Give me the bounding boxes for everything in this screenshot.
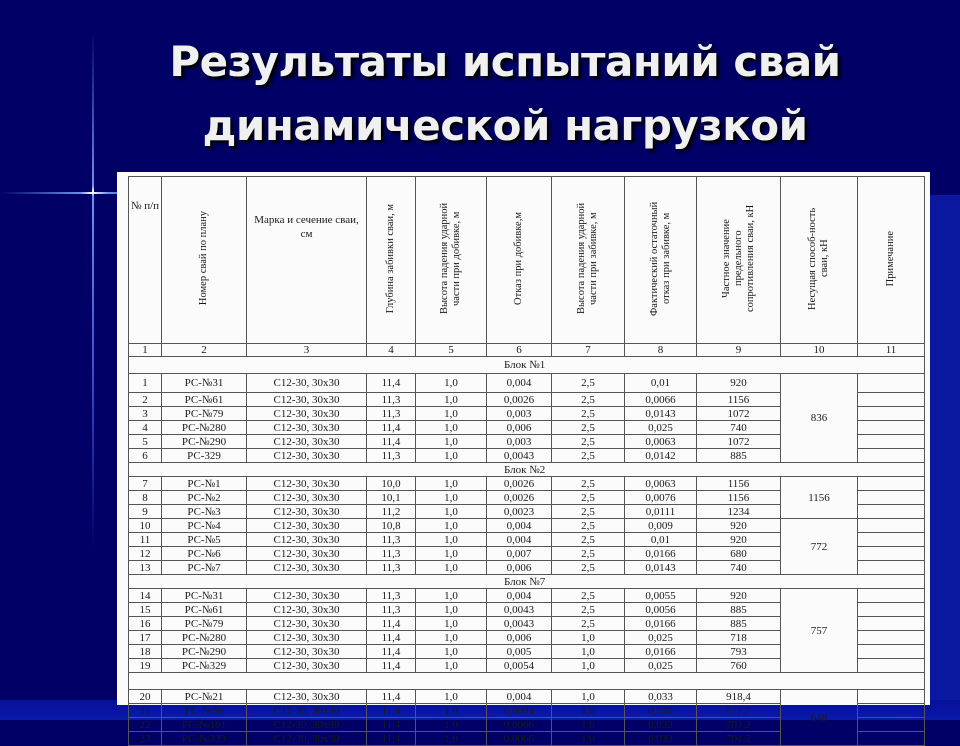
table-cell: РС-№5	[162, 533, 247, 547]
block-label-row	[129, 673, 925, 690]
table-cell: 885	[697, 617, 781, 631]
note-cell	[858, 547, 925, 561]
table-cell: РС-№21	[162, 690, 247, 704]
table-cell: С12-30, 30х30	[247, 589, 367, 603]
table-cell: 11,3	[367, 589, 416, 603]
table-cell: 1,0	[416, 519, 487, 533]
table-cell: 2,5	[552, 374, 625, 393]
table-cell: 0,004	[487, 690, 552, 704]
capacity-cell: 648	[781, 690, 858, 746]
header-cell: Частное значение предельного сопротивления сваи, кН	[697, 177, 781, 344]
table-cell: 9	[129, 505, 162, 519]
table-cell: 0,033	[625, 690, 697, 704]
table-cell: 1234	[697, 505, 781, 519]
table-cell: С12-30, 30х30	[247, 645, 367, 659]
table-cell: 11,2	[367, 505, 416, 519]
capacity-cell: 757	[781, 589, 858, 673]
table-cell: 0,006	[487, 631, 552, 645]
table-cell: С12-30, 30х30	[247, 631, 367, 645]
table-row	[129, 690, 925, 704]
table-cell: 11,4	[367, 374, 416, 393]
table-cell: 7	[129, 477, 162, 491]
table-cell: 0,025	[625, 659, 697, 673]
table-cell: 0,0043	[487, 617, 552, 631]
capacity-cell: 1156	[781, 477, 858, 519]
note-cell	[858, 435, 925, 449]
block-label-row	[129, 357, 925, 374]
table-cell: 760	[697, 659, 781, 673]
table-cell: 18	[129, 645, 162, 659]
table-row	[129, 374, 925, 393]
table-body	[129, 357, 925, 746]
table-cell: РС-№280	[162, 421, 247, 435]
table-cell: 2,5	[552, 561, 625, 575]
table-cell: РС-№2	[162, 491, 247, 505]
decorative-band-right	[930, 195, 960, 720]
table-cell: С12-30, 30х30	[247, 732, 367, 746]
table-cell: РС-№7	[162, 561, 247, 575]
table-cell: 1,0	[416, 631, 487, 645]
table-cell: РС-№31	[162, 589, 247, 603]
table-cell: 701,2	[697, 732, 781, 746]
note-cell	[858, 704, 925, 718]
table-cell: 0,0094	[487, 704, 552, 718]
table-cell: 10,0	[367, 477, 416, 491]
table-cell: 1,0	[416, 718, 487, 732]
column-number-row: 1 2 3 4 5 6 7 8 9 10 11	[129, 344, 925, 357]
table-cell: 0,0063	[625, 477, 697, 491]
header-cell: № п/п	[129, 177, 162, 344]
header-cell: Отказ при добивке,м	[487, 177, 552, 344]
table-cell: 10	[129, 519, 162, 533]
table-cell: 17	[129, 631, 162, 645]
table-cell: 11,4	[367, 732, 416, 746]
table-cell: 15	[129, 603, 162, 617]
table-cell: РС-№329	[162, 659, 247, 673]
table-cell: 577,7	[697, 704, 781, 718]
table-cell: 5	[129, 435, 162, 449]
table-cell: 1156	[697, 477, 781, 491]
note-cell	[858, 645, 925, 659]
table-cell: 0,0056	[625, 603, 697, 617]
table-cell: РС-№1	[162, 477, 247, 491]
table-cell: 1,0	[416, 547, 487, 561]
table-cell: 11,3	[367, 547, 416, 561]
table-cell: 0,004	[487, 519, 552, 533]
header-cell: Марка и сечение сваи, см	[247, 177, 367, 344]
table-cell: 0,005	[487, 645, 552, 659]
table-cell: 2,5	[552, 603, 625, 617]
table-cell: 920	[697, 533, 781, 547]
table-cell: 0,0166	[625, 617, 697, 631]
table-cell: 1,0	[416, 645, 487, 659]
table-cell: 0,004	[487, 589, 552, 603]
table-cell: РС-№333	[162, 732, 247, 746]
table-cell: 0,01	[625, 374, 697, 393]
table-cell: 0,0143	[625, 407, 697, 421]
note-cell	[858, 690, 925, 704]
table-cell: 0,0111	[625, 505, 697, 519]
table-cell: 22	[129, 718, 162, 732]
table-cell: 0,033	[625, 732, 697, 746]
table-cell: 10,8	[367, 519, 416, 533]
table-cell: С12-30, 30х30	[247, 718, 367, 732]
table-cell: РС-№290	[162, 645, 247, 659]
table-cell: 1,0	[416, 659, 487, 673]
table-cell: 2,5	[552, 589, 625, 603]
note-cell	[858, 477, 925, 491]
block-label	[129, 673, 925, 690]
table-cell: 0,0043	[487, 449, 552, 463]
table-cell: 680	[697, 547, 781, 561]
table-cell: 0,0143	[625, 561, 697, 575]
table-cell: 1,0	[416, 690, 487, 704]
table-cell: С12-30, 30х30	[247, 547, 367, 561]
table-cell: С12-30, 30х30	[247, 407, 367, 421]
table-cell: С12-30, 30х30	[247, 690, 367, 704]
table-cell: 4	[129, 421, 162, 435]
table-cell: 885	[697, 603, 781, 617]
table-cell: РС-№61	[162, 603, 247, 617]
table-cell: 1,0	[416, 589, 487, 603]
table-cell: 1,0	[416, 617, 487, 631]
table-cell: 2,5	[552, 407, 625, 421]
table-cell: 885	[697, 449, 781, 463]
note-cell	[858, 393, 925, 407]
table-cell: 918,4	[697, 690, 781, 704]
table-cell: 920	[697, 374, 781, 393]
table-cell: 1,0	[552, 631, 625, 645]
table-cell: 11,3	[367, 393, 416, 407]
slide-title-line-1: Результаты испытаний свай	[169, 37, 841, 86]
table-cell: 0,006	[487, 421, 552, 435]
table-cell: РС-№79	[162, 407, 247, 421]
table-cell: 14	[129, 589, 162, 603]
table-cell: 920	[697, 589, 781, 603]
table-cell: 11,4	[367, 617, 416, 631]
table-cell: РС-№31	[162, 374, 247, 393]
table-cell: С12-30, 30х30	[247, 617, 367, 631]
table-cell: 2,5	[552, 449, 625, 463]
note-cell	[858, 603, 925, 617]
table-cell: 11,3	[367, 603, 416, 617]
header-cell: Высота падения ударной части при забивке, м	[552, 177, 625, 344]
table-cell: С12-30, 30х30	[247, 421, 367, 435]
table-cell: 2,5	[552, 421, 625, 435]
header-cell: Высота падения ударной части при добивке, м	[416, 177, 487, 344]
table-cell: 0,01	[625, 533, 697, 547]
table-cell: 2,5	[552, 519, 625, 533]
table-row	[129, 519, 925, 533]
scanned-table-sheet	[117, 172, 930, 745]
table-cell: 11	[129, 533, 162, 547]
table-cell: 11,3	[367, 449, 416, 463]
table-cell: 1,0	[552, 659, 625, 673]
table-cell: РС-№79	[162, 617, 247, 631]
table-cell: 1156	[697, 393, 781, 407]
note-cell	[858, 561, 925, 575]
block-label-row	[129, 575, 925, 589]
note-cell	[858, 631, 925, 645]
note-cell	[858, 421, 925, 435]
table-cell: 1,0	[416, 449, 487, 463]
note-cell	[858, 491, 925, 505]
table-cell: 0,0166	[625, 645, 697, 659]
table-cell: 1072	[697, 435, 781, 449]
table-cell: 1,0	[552, 690, 625, 704]
header-cell: Номер свай по плану	[162, 177, 247, 344]
note-cell	[858, 732, 925, 746]
table-cell: 0,009	[625, 519, 697, 533]
table-cell: 2,5	[552, 547, 625, 561]
table-cell: С12-30, 30х30	[247, 477, 367, 491]
table-cell: 0,0142	[625, 449, 697, 463]
table-cell: 0,0026	[487, 393, 552, 407]
table-cell: 1156	[697, 491, 781, 505]
table-cell: 0,0026	[487, 491, 552, 505]
table-cell: С12-30, 30х30	[247, 374, 367, 393]
table-cell: 0,033	[625, 718, 697, 732]
table-cell: 1,0	[416, 374, 487, 393]
table-cell: 11,3	[367, 561, 416, 575]
table-cell: С12-30, 30х30	[247, 393, 367, 407]
table-cell: 701,2	[697, 718, 781, 732]
table-cell: 1	[129, 374, 162, 393]
table-cell: 0,003	[487, 435, 552, 449]
table-cell: 10,1	[367, 491, 416, 505]
table-cell: 19	[129, 659, 162, 673]
table-cell: РС-№4	[162, 519, 247, 533]
table-cell: 21	[129, 704, 162, 718]
table-cell: 11,4	[367, 421, 416, 435]
note-cell	[858, 533, 925, 547]
table-cell: 0,007	[487, 547, 552, 561]
table-cell: 2,5	[552, 617, 625, 631]
header-cell: Несущая способ-ность сваи, кН	[781, 177, 858, 344]
table-cell: РС-№280	[162, 631, 247, 645]
pile-test-results-table	[128, 176, 925, 746]
table-cell: С12-30, 30х30	[247, 435, 367, 449]
table-cell: С12-30, 30х30	[247, 533, 367, 547]
table-cell: 1,0	[416, 505, 487, 519]
table-cell: 0,0043	[487, 603, 552, 617]
table-cell: 11,4	[367, 645, 416, 659]
table-cell: 1,0	[416, 533, 487, 547]
header-cell: Глубина забивки сваи, м	[367, 177, 416, 344]
header-row	[129, 177, 925, 344]
table-cell: 1,0	[552, 704, 625, 718]
note-cell	[858, 589, 925, 603]
table-row	[129, 589, 925, 603]
table-cell: 2,5	[552, 393, 625, 407]
table-cell: 11,4	[367, 631, 416, 645]
block-label: Блок №7	[129, 575, 925, 589]
table-cell: 1,0	[552, 732, 625, 746]
table-cell: 11,4	[367, 435, 416, 449]
table-cell: 0,004	[487, 533, 552, 547]
note-cell	[858, 519, 925, 533]
table-cell: 0,0076	[625, 491, 697, 505]
table-cell: С12-30, 30х30	[247, 505, 367, 519]
slide-title-line-2: динамической нагрузкой	[202, 101, 808, 150]
table-cell: 2,5	[552, 533, 625, 547]
table-cell: 1,0	[416, 435, 487, 449]
table-cell: РС-№101	[162, 718, 247, 732]
table-cell: С12-30, 30х30	[247, 704, 367, 718]
header-cell: Примечание	[858, 177, 925, 344]
table-cell: 11,3	[367, 533, 416, 547]
table-cell: РС-329	[162, 449, 247, 463]
table-cell: 740	[697, 421, 781, 435]
table-cell: С12-30, 30х30	[247, 519, 367, 533]
table-cell: 1,0	[416, 421, 487, 435]
table-cell: 1,0	[416, 561, 487, 575]
table-cell: РС-№290	[162, 435, 247, 449]
table-cell: 1,0	[416, 407, 487, 421]
table-cell: 0,0063	[625, 435, 697, 449]
table-cell: 11,4	[367, 690, 416, 704]
table-cell: РС-№59	[162, 704, 247, 718]
table-cell: 1072	[697, 407, 781, 421]
table-cell: 0,025	[625, 631, 697, 645]
table-cell: 0,0026	[487, 477, 552, 491]
table-cell: 0,0066	[625, 393, 697, 407]
table-cell: С12-30, 30х30	[247, 449, 367, 463]
table-cell: 0,0066	[487, 732, 552, 746]
table-cell: 740	[697, 561, 781, 575]
table-cell: 1,0	[416, 603, 487, 617]
table-cell: 0,003	[487, 407, 552, 421]
table-cell: 11,3	[367, 407, 416, 421]
table-cell: 20	[129, 690, 162, 704]
table-cell: 0,025	[625, 421, 697, 435]
capacity-cell: 836	[781, 374, 858, 463]
slide-title	[0, 30, 960, 158]
note-cell	[858, 449, 925, 463]
header-cell: Фактический остаточный отказ при забивке, м	[625, 177, 697, 344]
table-cell: 6	[129, 449, 162, 463]
table-cell: РС-№61	[162, 393, 247, 407]
table-cell: 3	[129, 407, 162, 421]
table-cell: 0,0023	[487, 505, 552, 519]
table-cell: 11,4	[367, 718, 416, 732]
table-cell: 2,5	[552, 491, 625, 505]
table-cell: 0,0166	[625, 547, 697, 561]
table-cell: 2,5	[552, 505, 625, 519]
table-cell: 0,006	[487, 561, 552, 575]
table-cell: 2	[129, 393, 162, 407]
table-cell: 1,0	[552, 645, 625, 659]
table-cell: РС-№6	[162, 547, 247, 561]
table-cell: С12-30, 30х30	[247, 491, 367, 505]
table-cell: 0,004	[487, 374, 552, 393]
note-cell	[858, 659, 925, 673]
table-cell: 1,0	[416, 491, 487, 505]
table-cell: С12-30, 30х30	[247, 603, 367, 617]
table-cell: 1,0	[416, 477, 487, 491]
table-cell: 920	[697, 519, 781, 533]
note-cell	[858, 617, 925, 631]
table-cell: 0,030	[625, 704, 697, 718]
table-cell: 12	[129, 547, 162, 561]
table-cell: 1,0	[552, 718, 625, 732]
table-cell: 2,5	[552, 477, 625, 491]
table-cell: 8	[129, 491, 162, 505]
table-cell: 11,4	[367, 659, 416, 673]
block-label-row	[129, 463, 925, 477]
table-cell: 16	[129, 617, 162, 631]
block-label: Блок №2	[129, 463, 925, 477]
table-cell: 2,5	[552, 435, 625, 449]
table-cell: 0,0066	[487, 718, 552, 732]
note-cell	[858, 374, 925, 393]
table-cell: 0,0054	[487, 659, 552, 673]
table-cell: 718	[697, 631, 781, 645]
table-cell: 1,0	[416, 732, 487, 746]
table-cell: РС-№3	[162, 505, 247, 519]
note-cell	[858, 505, 925, 519]
table-row	[129, 477, 925, 491]
block-label: Блок №1	[129, 357, 925, 374]
table-cell: 13	[129, 561, 162, 575]
table-cell: С12-30, 30х30	[247, 659, 367, 673]
capacity-cell: 772	[781, 519, 858, 575]
table-cell: 1,0	[416, 393, 487, 407]
table-cell: 0,0055	[625, 589, 697, 603]
table-cell: 23	[129, 732, 162, 746]
table-cell: 11,4	[367, 704, 416, 718]
table-cell: 793	[697, 645, 781, 659]
table-cell: С12-30, 30х30	[247, 561, 367, 575]
table-cell: 1,0	[416, 704, 487, 718]
note-cell	[858, 407, 925, 421]
